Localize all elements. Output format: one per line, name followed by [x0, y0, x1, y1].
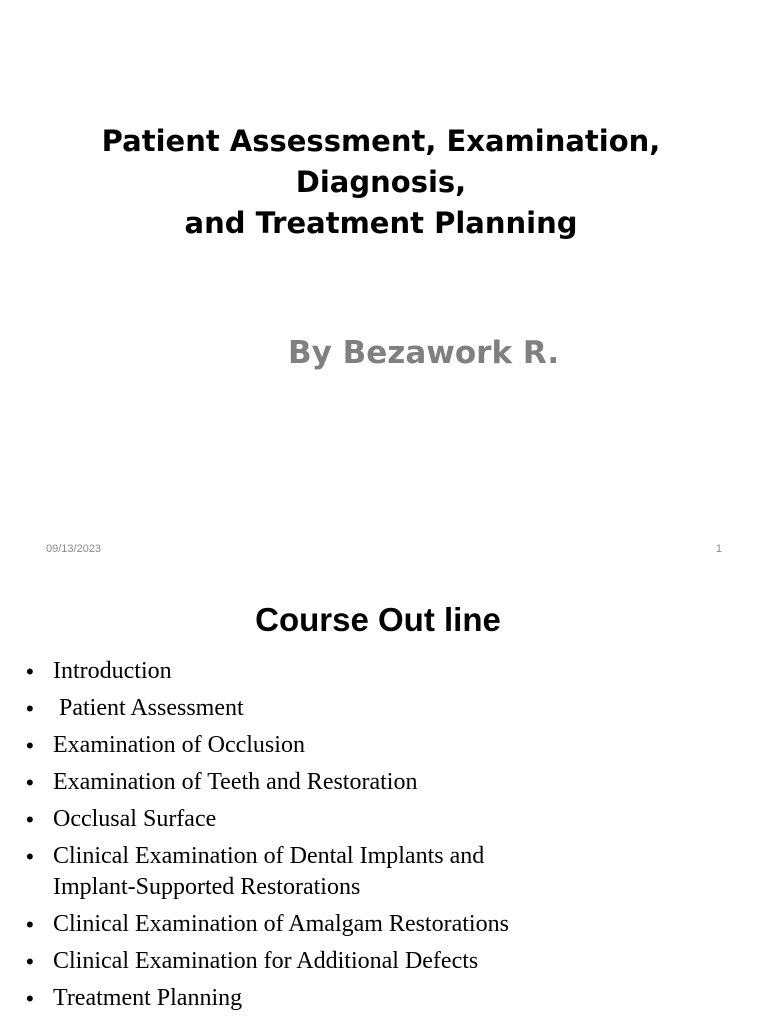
- list-item-text: Examination of Occlusion: [53, 732, 305, 758]
- list-item: [24, 656, 744, 687]
- bullet-icon: •: [26, 696, 34, 721]
- outline-slide: [0, 576, 768, 1024]
- list-item: [24, 730, 744, 761]
- slide-author: By Bezawork R.: [288, 335, 560, 371]
- outline-list: [24, 656, 744, 1020]
- list-item-text: Treatment Planning: [53, 985, 243, 1011]
- list-item-text: Clinical Examination of Amalgam Restorations: [53, 911, 509, 937]
- list-item-text: Clinical Examination for Additional Defects: [53, 948, 479, 974]
- list-item-text: Introduction: [53, 658, 172, 684]
- bullet-icon: •: [26, 770, 34, 795]
- list-item-text: Clinical Examination of Dental Implants and Implant-Supported Restorations: [53, 843, 485, 900]
- list-item: [24, 841, 744, 903]
- outline-title: Course Out line: [255, 601, 501, 638]
- list-item: [24, 983, 744, 1014]
- bullet-icon: •: [26, 844, 34, 869]
- slide-title: [0, 121, 762, 244]
- bullet-icon: •: [26, 733, 34, 758]
- slide-page-number: 1: [715, 543, 722, 555]
- list-item: [24, 946, 744, 977]
- bullet-icon: •: [26, 912, 34, 937]
- slide-title-line-3: and Treatment Planning: [184, 206, 578, 240]
- list-item-text: Occlusal Surface: [53, 806, 217, 832]
- list-item: [24, 804, 744, 835]
- list-item: [24, 767, 744, 798]
- list-item-text: Examination of Teeth and Restoration: [53, 769, 418, 795]
- list-item-text: Patient Assessment: [53, 695, 244, 721]
- list-item: [24, 909, 744, 940]
- bullet-icon: •: [26, 807, 34, 832]
- bullet-icon: •: [26, 986, 34, 1011]
- slide-title-line-1: Patient Assessment, Examination,: [101, 124, 661, 158]
- slide-footer-date: 09/13/2023: [46, 543, 102, 555]
- list-item: [24, 693, 744, 724]
- bullet-icon: •: [26, 659, 34, 684]
- bullet-icon: •: [26, 949, 34, 974]
- slide-title-line-2: Diagnosis,: [295, 165, 467, 199]
